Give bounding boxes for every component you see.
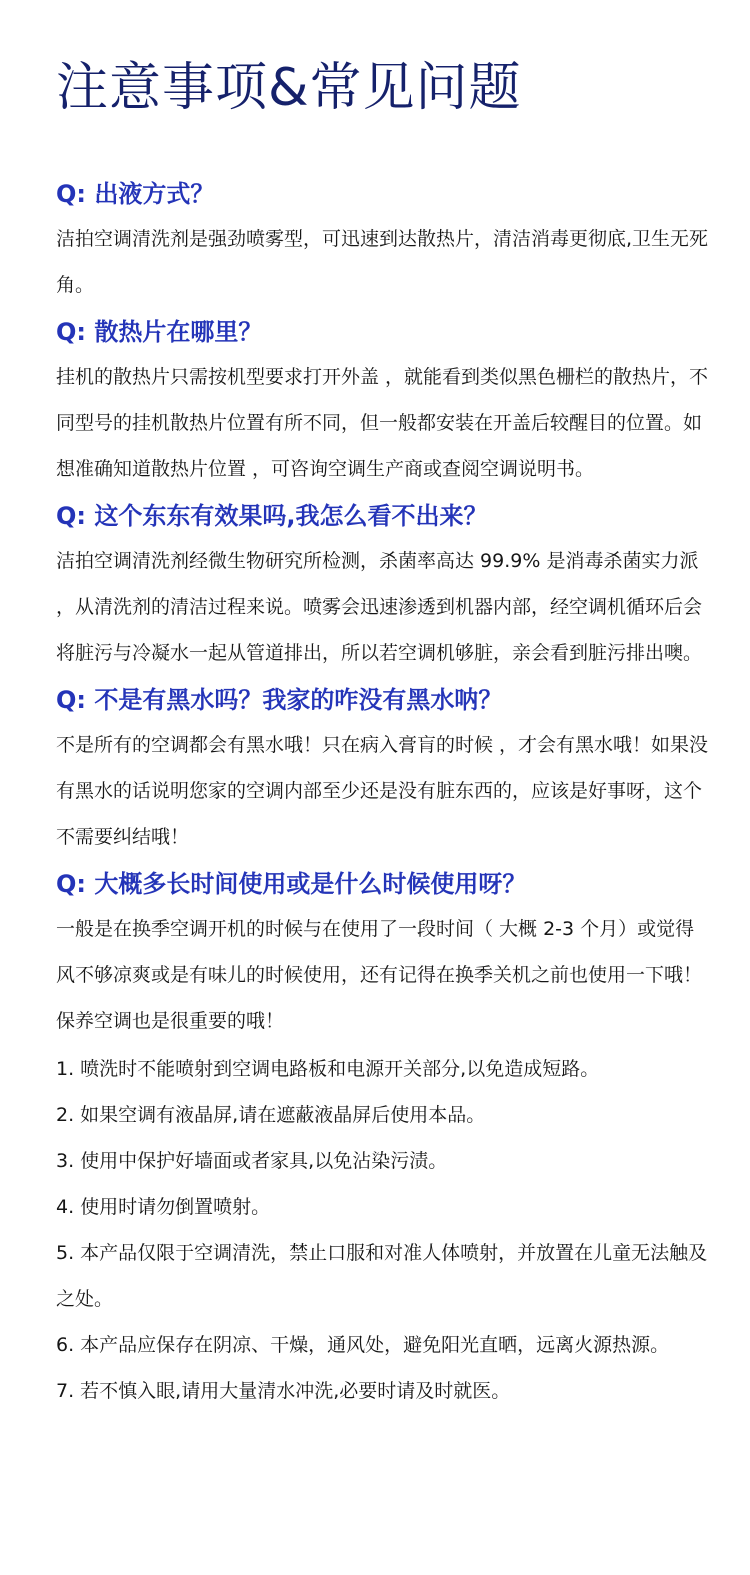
usage-note: 5. 本产品仅限于空调清洗，禁止口服和对准人体喷射，并放置在儿童无法触及之处。 (56, 1242, 708, 1310)
faq-item (56, 310, 710, 492)
faq-answer: 不是所有的空调都会有黑水哦！只在病入膏肓的时候 ，才会有黑水哦！如果没有黑水的话说明您家的空调内部至少还是没有脏东西的，应该是好事呀，这个不需要纠结哦！ (56, 734, 709, 848)
usage-note: 2. 如果空调有液晶屏,请在遮蔽液晶屏后使用本品。 (56, 1104, 486, 1126)
faq-item (56, 862, 710, 1044)
faq-question: Q: 这个东东有效果吗,我怎么看不出来？ (56, 502, 488, 530)
page-title: 注意事项&常见问题 (56, 58, 522, 118)
usage-notes-list (56, 1046, 710, 1414)
faq-question: Q: 出液方式？ (56, 180, 215, 208)
faq-item (56, 678, 710, 860)
faq-answer: 洁拍空调清洗剂经微生物研究所检测，杀菌率高达 99.9% 是消毒杀菌实力派 ，从清洗剂的清洁过程来说。喷雾会迅速渗透到机器内部，经空调机循环后会将脏污与冷凝水一起从管道排出，所以若空调机够脏，亲会看到脏污排出噢。 (56, 550, 703, 664)
usage-note: 7. 若不慎入眼,请用大量清水冲洗,必要时请及时就医。 (56, 1380, 511, 1402)
usage-note: 6. 本产品应保存在阴凉、干燥，通风处，避免阳光直晒，远离火源热源。 (56, 1334, 670, 1356)
usage-note: 3. 使用中保护好墙面或者家具,以免沾染污渍。 (56, 1150, 448, 1172)
usage-note: 1. 喷洗时不能喷射到空调电路板和电源开关部分,以免造成短路。 (56, 1058, 600, 1080)
faq-question: Q: 大概多长时间使用或是什么时候使用呀？ (56, 870, 527, 898)
faq-item (56, 172, 710, 308)
faq-question: Q: 不是有黑水吗？我家的咋没有黑水呐？ (56, 686, 503, 714)
faq-answer: 一般是在换季空调开机的时候与在使用了一段时间（ 大概 2-3 个月）或觉得风不够凉爽或是有味儿的时候使用，还有记得在换季关机之前也使用一下哦！保养空调也是很重要的哦！ (56, 918, 703, 1032)
faq-item (56, 494, 710, 676)
faq-answer: 挂机的散热片只需按机型要求打开外盖 ，就能看到类似黑色栅栏的散热片，不同型号的挂机散热片位置有所不同，但一般都安装在开盖后较醒目的位置。如想准确知道散热片位置 ，可咨询空调生产商或查阅空调说明书。 (56, 366, 709, 480)
faq-list (56, 172, 710, 1044)
faq-question: Q: 散热片在哪里？ (56, 318, 263, 346)
usage-note: 4. 使用时请勿倒置喷射。 (56, 1196, 271, 1218)
faq-answer: 洁拍空调清洗剂是强劲喷雾型，可迅速到达散热片，清洁消毒更彻底,卫生无死角。 (56, 228, 709, 296)
